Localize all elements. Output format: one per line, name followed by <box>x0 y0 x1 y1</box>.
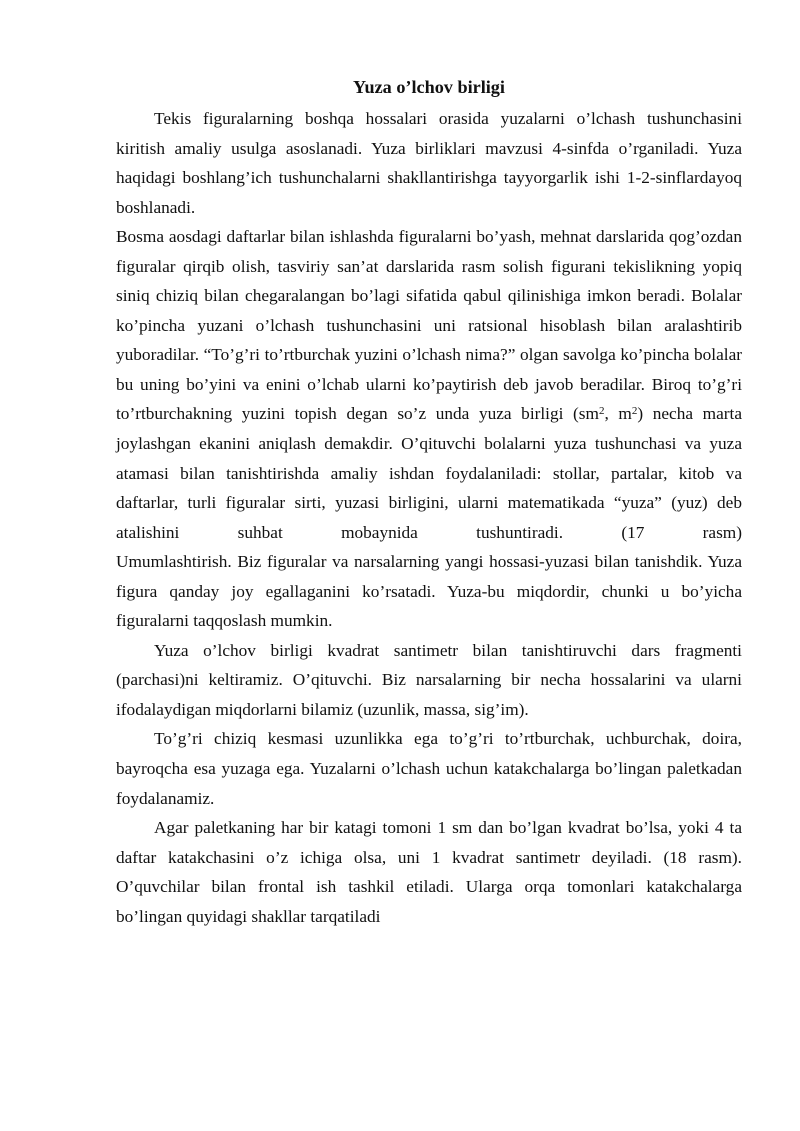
paragraph-5: To’g’ri chiziq kesmasi uzunlikka ega to’g’ri to’rtburchak, uchburchak, doira, bayroqcha esa yuzaga ega. Yuzalarni o’lchash uchun katakchalarga bo’lingan paletkadan foydalanamiz. <box>116 729 742 808</box>
paragraph-4: Yuza o’lchov birligi kvadrat santimetr bilan tanishtiruvchi dars fragmenti (parchasi)ni keltiramiz. O’qituvchi. Biz narsalarning bir necha hossalarini va ularni ifodalaydigan miqdorlarni bilamiz (uzunlik, massa, sig’im). <box>116 640 742 719</box>
paragraph-2-text-c: ) necha marta joylashgan ekanini aniqlash demakdir. O’qituvchi bolalarni yuza tushunchasi va yuza atamasi bilan tanishtirishda amaliy ishdan foydalaniladi: stollar, partalar, kitob va daftarlar, turli figuralar sirti, yuzasi birligini, ularni matematikada “yuza” (yuz) deb atalishini suhbat mobaynida tushuntiradi. (17 rasm) <box>116 404 742 542</box>
paragraph-1: Tekis figuralarning boshqa hossalari orasida yuzalarni o’lchash tushunchasini kiritish amaliy usulga asoslanadi. Yuza birliklari mavzusi 4-sinfda o’rganiladi. Yuza haqidagi boshlang’ich tushunchalarni shakllantirishga tayyorgarlik ishi 1-2-sinflardayoq boshlanadi. <box>116 109 742 217</box>
paragraph-3: Umumlashtirish. Biz figuralar va narsalarning yangi hossasi-yuzasi bilan tanishdik. Yuza figura qanday joy egallaganini ko’rsatadi. Yuza-bu miqdordir, chunki u bo’yicha figuralarni taqqoslash mumkin. <box>116 552 742 631</box>
paragraph-2-text-b: , m <box>604 404 632 424</box>
paragraph-2 <box>116 222 742 547</box>
page-title: Yuza o’lchov birligi <box>353 77 505 97</box>
superscript-squared: 2 <box>598 405 605 418</box>
paragraph-2-text-a: Bosma aosdagi daftarlar bilan ishlashda figuralarni bo’yash, mehnat darslarida qog’ozdan figuralar qirqib olish, tasviriy san’at darslarida rasm solish figurani tekislikning yopiq siniq chiziq bilan chegaralangan bo’lagi sifatida qabul qilinishiga imkon beradi. Bolalar ko’pincha yuzani o’lchash tushunchasini uni ratsional hisoblash bilan aralashtirib yuboradilar. “To’g’ri to’rtburchak yuzini o’lchash nima?” olgan savolga ko’pincha bolalar bu uning bo’yini va enini o’lchab ularni ko’paytirish deb javob beradilar. Biroq to’g’ri to’rtburchakning yuzini topish degan so’z unda yuza birligi (sm <box>116 227 742 424</box>
paragraph-6: Agar paletkaning har bir katagi tomoni 1 sm dan bo’lgan kvadrat bo’lsa, yoki 4 ta daftar katakchasini o’z ichiga olsa, uni 1 kvadrat santimetr deyiladi. (18 rasm). O’quvchilar bilan frontal ish tashkil etiladi. Ularga orqa tomonlari katakchalarga bo’lingan quyidagi shakllar tarqatiladi <box>116 818 742 926</box>
superscript-squared: 2 <box>631 405 638 418</box>
